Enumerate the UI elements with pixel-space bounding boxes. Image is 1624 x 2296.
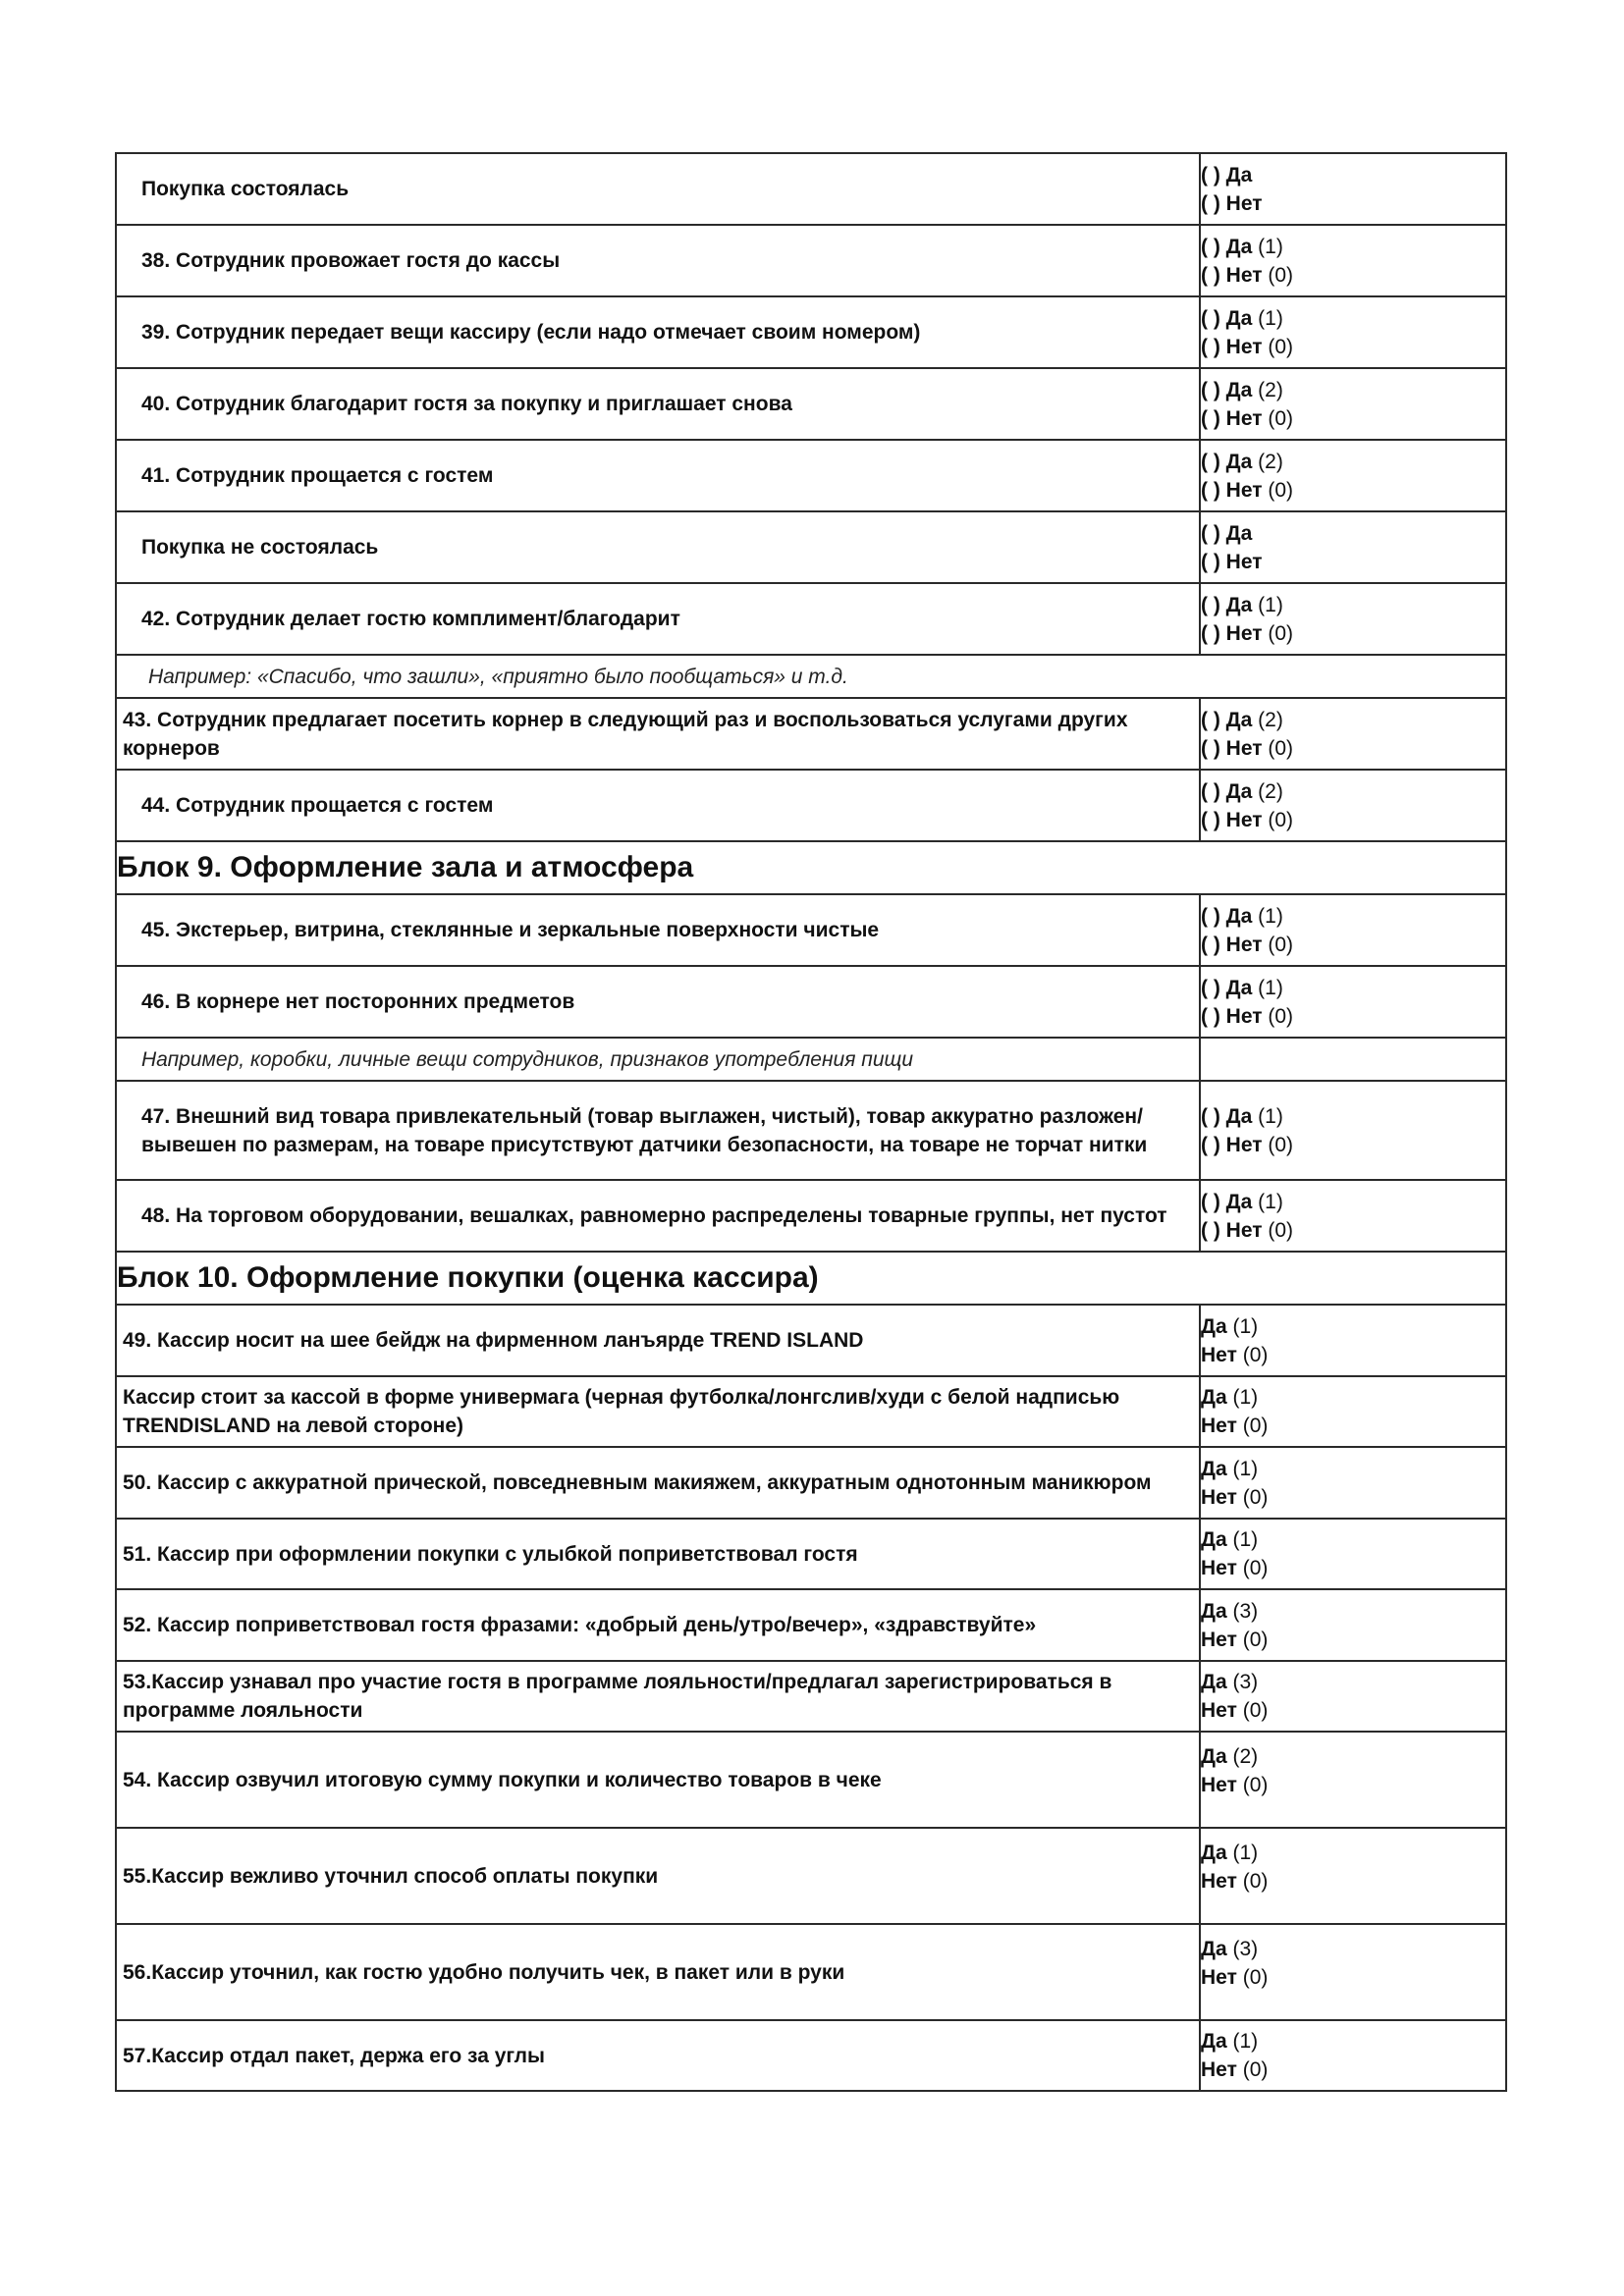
question-text: 57.Кассир отдал пакет, держа его за углы	[116, 2020, 1200, 2091]
no-option[interactable]: ( ) Нет (0)	[1201, 406, 1294, 430]
no-option[interactable]: Нет (0)	[1201, 1628, 1269, 1651]
no-option[interactable]: ( ) Нет (0)	[1201, 1133, 1294, 1156]
evaluation-form-page	[115, 152, 1505, 2092]
yes-score: (1)	[1258, 976, 1283, 999]
no-option[interactable]: ( ) Нет	[1201, 550, 1263, 573]
no-option[interactable]: Нет (0)	[1201, 1870, 1269, 1893]
table-row	[116, 894, 1506, 966]
yes-option[interactable]: ( ) Да (1)	[1201, 1190, 1283, 1213]
question-text: 55.Кассир вежливо уточнил способ оплаты покупки	[116, 1828, 1200, 1924]
yes-option[interactable]: Да (3)	[1201, 1599, 1259, 1623]
no-score: (0)	[1268, 1218, 1294, 1242]
table-row	[116, 440, 1506, 511]
table-row	[116, 153, 1506, 225]
yes-score: (1)	[1232, 1842, 1259, 1864]
yes-option[interactable]: Да (1)	[1201, 2030, 1259, 2053]
purchase-made-label: Покупка состоялась	[116, 153, 1200, 225]
no-option[interactable]: Нет (0)	[1201, 1415, 1269, 1437]
answer-cell	[1200, 1376, 1506, 1447]
table-row	[116, 1924, 1506, 2020]
yes-option[interactable]: ( ) Да (2)	[1201, 450, 1283, 473]
question-text: 50. Кассир с аккуратной прической, повседневным макияжем, аккуратным однотонным маникюром	[116, 1447, 1200, 1519]
table-row	[116, 770, 1506, 841]
yes-option[interactable]: ( ) Да (1)	[1201, 306, 1283, 330]
note-row	[116, 655, 1506, 698]
answer-cell	[1200, 1589, 1506, 1661]
no-score: (0)	[1242, 1485, 1269, 1509]
no-score: (0)	[1242, 1415, 1269, 1437]
question-text: 52. Кассир поприветствовал гостя фразами: «добрый день/утро/вечер», «здравствуйте»	[116, 1589, 1200, 1661]
yes-score: (1)	[1258, 593, 1283, 616]
answer-cell	[1200, 583, 1506, 655]
table-row	[116, 698, 1506, 770]
no-option[interactable]: ( ) Нет (0)	[1201, 933, 1294, 956]
yes-score: (1)	[1258, 1104, 1283, 1128]
table-row	[116, 966, 1506, 1038]
yes-option[interactable]: Да (1)	[1201, 1457, 1259, 1480]
answer-cell	[1200, 1447, 1506, 1519]
answer-cell	[1200, 1924, 1506, 2020]
no-score: (0)	[1242, 1628, 1269, 1651]
question-text: Кассир стоит за кассой в форме универмага (черная футболка/лонгслив/худи с белой надписью TRENDISLAND на левой стороне)	[116, 1376, 1200, 1447]
yes-score: (1)	[1232, 1528, 1259, 1551]
table-row	[116, 1305, 1506, 1376]
answer-cell	[1200, 153, 1506, 225]
block-10-header: Блок 10. Оформление покупки (оценка кассира)	[116, 1252, 1506, 1305]
question-text: 56.Кассир уточнил, как гостю удобно получить чек, в пакет или в руки	[116, 1924, 1200, 2020]
block-header-row	[116, 1252, 1506, 1305]
example-note: Например: «Спасибо, что зашли», «приятно было пообщаться» и т.д.	[116, 655, 1506, 698]
yes-score: (3)	[1232, 1599, 1259, 1623]
answer-cell	[1200, 1081, 1506, 1180]
yes-score: (1)	[1232, 1314, 1259, 1338]
table-row	[116, 511, 1506, 583]
yes-score: (3)	[1232, 1938, 1259, 1960]
no-score: (0)	[1268, 263, 1294, 287]
no-score: (0)	[1242, 2058, 1269, 2081]
answer-cell	[1200, 1828, 1506, 1924]
yes-score: (2)	[1258, 779, 1283, 803]
yes-score: (2)	[1232, 1745, 1259, 1768]
answer-cell	[1200, 2020, 1506, 2091]
no-score: (0)	[1242, 1557, 1269, 1579]
no-score: (0)	[1268, 1004, 1294, 1028]
yes-score: (2)	[1258, 450, 1283, 473]
question-text: 41. Сотрудник прощается с гостем	[116, 440, 1200, 511]
yes-option[interactable]: Да (1)	[1201, 1842, 1259, 1864]
question-text: 44. Сотрудник прощается с гостем	[116, 770, 1200, 841]
answer-cell	[1200, 770, 1506, 841]
no-score: (0)	[1268, 808, 1294, 831]
table-row	[116, 1519, 1506, 1589]
no-score: (0)	[1242, 1774, 1269, 1796]
no-score: (0)	[1268, 621, 1294, 645]
question-text: 38. Сотрудник провожает гостя до кассы	[116, 225, 1200, 296]
question-text: 40. Сотрудник благодарит гостя за покупку и приглашает снова	[116, 368, 1200, 440]
table-row	[116, 1376, 1506, 1447]
answer-cell	[1200, 440, 1506, 511]
yes-option[interactable]: ( ) Да (1)	[1201, 904, 1283, 928]
no-option[interactable]: ( ) Нет (0)	[1201, 478, 1294, 502]
answer-cell	[1200, 1180, 1506, 1252]
table-row	[116, 225, 1506, 296]
yes-score: (1)	[1258, 306, 1283, 330]
no-option[interactable]: Нет (0)	[1201, 1774, 1269, 1796]
no-score: (0)	[1268, 736, 1294, 760]
table-row	[116, 368, 1506, 440]
no-option[interactable]: ( ) Нет (0)	[1201, 1218, 1294, 1242]
yes-option[interactable]: ( ) Да	[1201, 521, 1253, 545]
yes-option[interactable]: ( ) Да (1)	[1201, 976, 1283, 999]
table-row	[116, 1081, 1506, 1180]
no-option[interactable]: Нет (0)	[1201, 1557, 1269, 1579]
question-text: 48. На торговом оборудовании, вешалках, равномерно распределены товарные группы, нет пустот	[116, 1180, 1200, 1252]
question-text: 39. Сотрудник передает вещи кассиру (если надо отмечает своим номером)	[116, 296, 1200, 368]
yes-option[interactable]: Да (3)	[1201, 1671, 1259, 1693]
table-row	[116, 583, 1506, 655]
no-score: (0)	[1242, 1343, 1269, 1366]
question-text: 51. Кассир при оформлении покупки с улыбкой поприветствовал гостя	[116, 1519, 1200, 1589]
no-option[interactable]: ( ) Нет (0)	[1201, 621, 1294, 645]
yes-option[interactable]: ( ) Да (2)	[1201, 708, 1283, 731]
question-text: 42. Сотрудник делает гостю комплимент/благодарит	[116, 583, 1200, 655]
no-option[interactable]: Нет (0)	[1201, 1699, 1269, 1722]
no-score: (0)	[1268, 1133, 1294, 1156]
yes-score: (1)	[1232, 1457, 1259, 1480]
no-option[interactable]: Нет (0)	[1201, 1966, 1269, 1989]
question-text: 43. Сотрудник предлагает посетить корнер в следующий раз и воспользоваться услугами других корнеров	[116, 698, 1200, 770]
no-option[interactable]: ( ) Нет (0)	[1201, 1004, 1294, 1028]
no-option[interactable]: Нет (0)	[1201, 2058, 1269, 2081]
no-score: (0)	[1268, 933, 1294, 956]
table-row	[116, 1661, 1506, 1732]
table-row	[116, 1828, 1506, 1924]
table-row	[116, 1589, 1506, 1661]
yes-option[interactable]: ( ) Да (2)	[1201, 779, 1283, 803]
yes-option[interactable]: ( ) Да (1)	[1201, 593, 1283, 616]
no-option[interactable]: ( ) Нет (0)	[1201, 263, 1294, 287]
no-option[interactable]: ( ) Нет (0)	[1201, 335, 1294, 358]
no-option[interactable]: Нет (0)	[1201, 1343, 1269, 1366]
answer-cell	[1200, 966, 1506, 1038]
example-note: Например, коробки, личные вещи сотрудников, признаков употребления пищи	[116, 1038, 1200, 1081]
yes-score: (3)	[1232, 1671, 1259, 1693]
question-text: 54. Кассир озвучил итоговую сумму покупки и количество товаров в чеке	[116, 1732, 1200, 1828]
yes-score: (1)	[1258, 904, 1283, 928]
table-row	[116, 1732, 1506, 1828]
no-option[interactable]: ( ) Нет (0)	[1201, 808, 1294, 831]
note-row	[116, 1038, 1506, 1081]
question-text: 46. В корнере нет посторонних предметов	[116, 966, 1200, 1038]
answer-cell	[1200, 368, 1506, 440]
yes-option[interactable]: ( ) Да (1)	[1201, 1104, 1283, 1128]
answer-cell	[1200, 894, 1506, 966]
question-text: 47. Внешний вид товара привлекательный (товар выглажен, чистый), товар аккуратно разложен/вывешен по размерам, на товаре присутствуют датчики безопасности, на товаре не торчат нитки	[116, 1081, 1200, 1180]
answer-cell	[1200, 1519, 1506, 1589]
yes-score: (1)	[1258, 235, 1283, 258]
table-row	[116, 2020, 1506, 2091]
question-text: 45. Экстерьер, витрина, стеклянные и зеркальные поверхности чистые	[116, 894, 1200, 966]
no-score: (0)	[1268, 478, 1294, 502]
no-score: (0)	[1268, 406, 1294, 430]
yes-option[interactable]: ( ) Да (2)	[1201, 378, 1283, 401]
question-text: 53.Кассир узнавал про участие гостя в программе лояльности/предлагал зарегистрироваться в программе лояльности	[116, 1661, 1200, 1732]
yes-option[interactable]: Да (1)	[1201, 1386, 1259, 1409]
no-option[interactable]: Нет (0)	[1201, 1485, 1269, 1509]
purchase-not-made-label: Покупка не состоялась	[116, 511, 1200, 583]
no-option[interactable]: ( ) Нет (0)	[1201, 736, 1294, 760]
answer-cell	[1200, 225, 1506, 296]
table-row	[116, 1180, 1506, 1252]
no-score: (0)	[1242, 1870, 1269, 1893]
yes-score: (1)	[1232, 2030, 1259, 2053]
answer-cell	[1200, 296, 1506, 368]
no-option[interactable]: ( ) Нет	[1201, 191, 1263, 215]
no-score: (0)	[1268, 335, 1294, 358]
yes-option[interactable]: ( ) Да	[1201, 163, 1253, 187]
no-score: (0)	[1242, 1966, 1269, 1989]
checklist-table	[115, 152, 1507, 2092]
answer-cell	[1200, 1732, 1506, 1828]
yes-score: (2)	[1258, 708, 1283, 731]
block-header-row	[116, 841, 1506, 894]
answer-cell	[1200, 1305, 1506, 1376]
yes-option[interactable]: ( ) Да (1)	[1201, 235, 1283, 258]
question-text: 49. Кассир носит на шее бейдж на фирменном ланъярде TREND ISLAND	[116, 1305, 1200, 1376]
yes-score: (1)	[1258, 1190, 1283, 1213]
table-row	[116, 296, 1506, 368]
answer-cell	[1200, 1661, 1506, 1732]
answer-cell	[1200, 511, 1506, 583]
answer-cell	[1200, 698, 1506, 770]
no-score: (0)	[1242, 1699, 1269, 1722]
yes-option[interactable]: Да (1)	[1201, 1314, 1259, 1338]
table-row	[116, 1447, 1506, 1519]
block-9-header: Блок 9. Оформление зала и атмосфера	[116, 841, 1506, 894]
yes-option[interactable]: Да (3)	[1201, 1938, 1259, 1960]
yes-option[interactable]: Да (2)	[1201, 1745, 1259, 1768]
yes-score: (2)	[1258, 378, 1283, 401]
yes-score: (1)	[1232, 1386, 1259, 1409]
yes-option[interactable]: Да (1)	[1201, 1528, 1259, 1551]
empty-answer-cell	[1200, 1038, 1506, 1081]
